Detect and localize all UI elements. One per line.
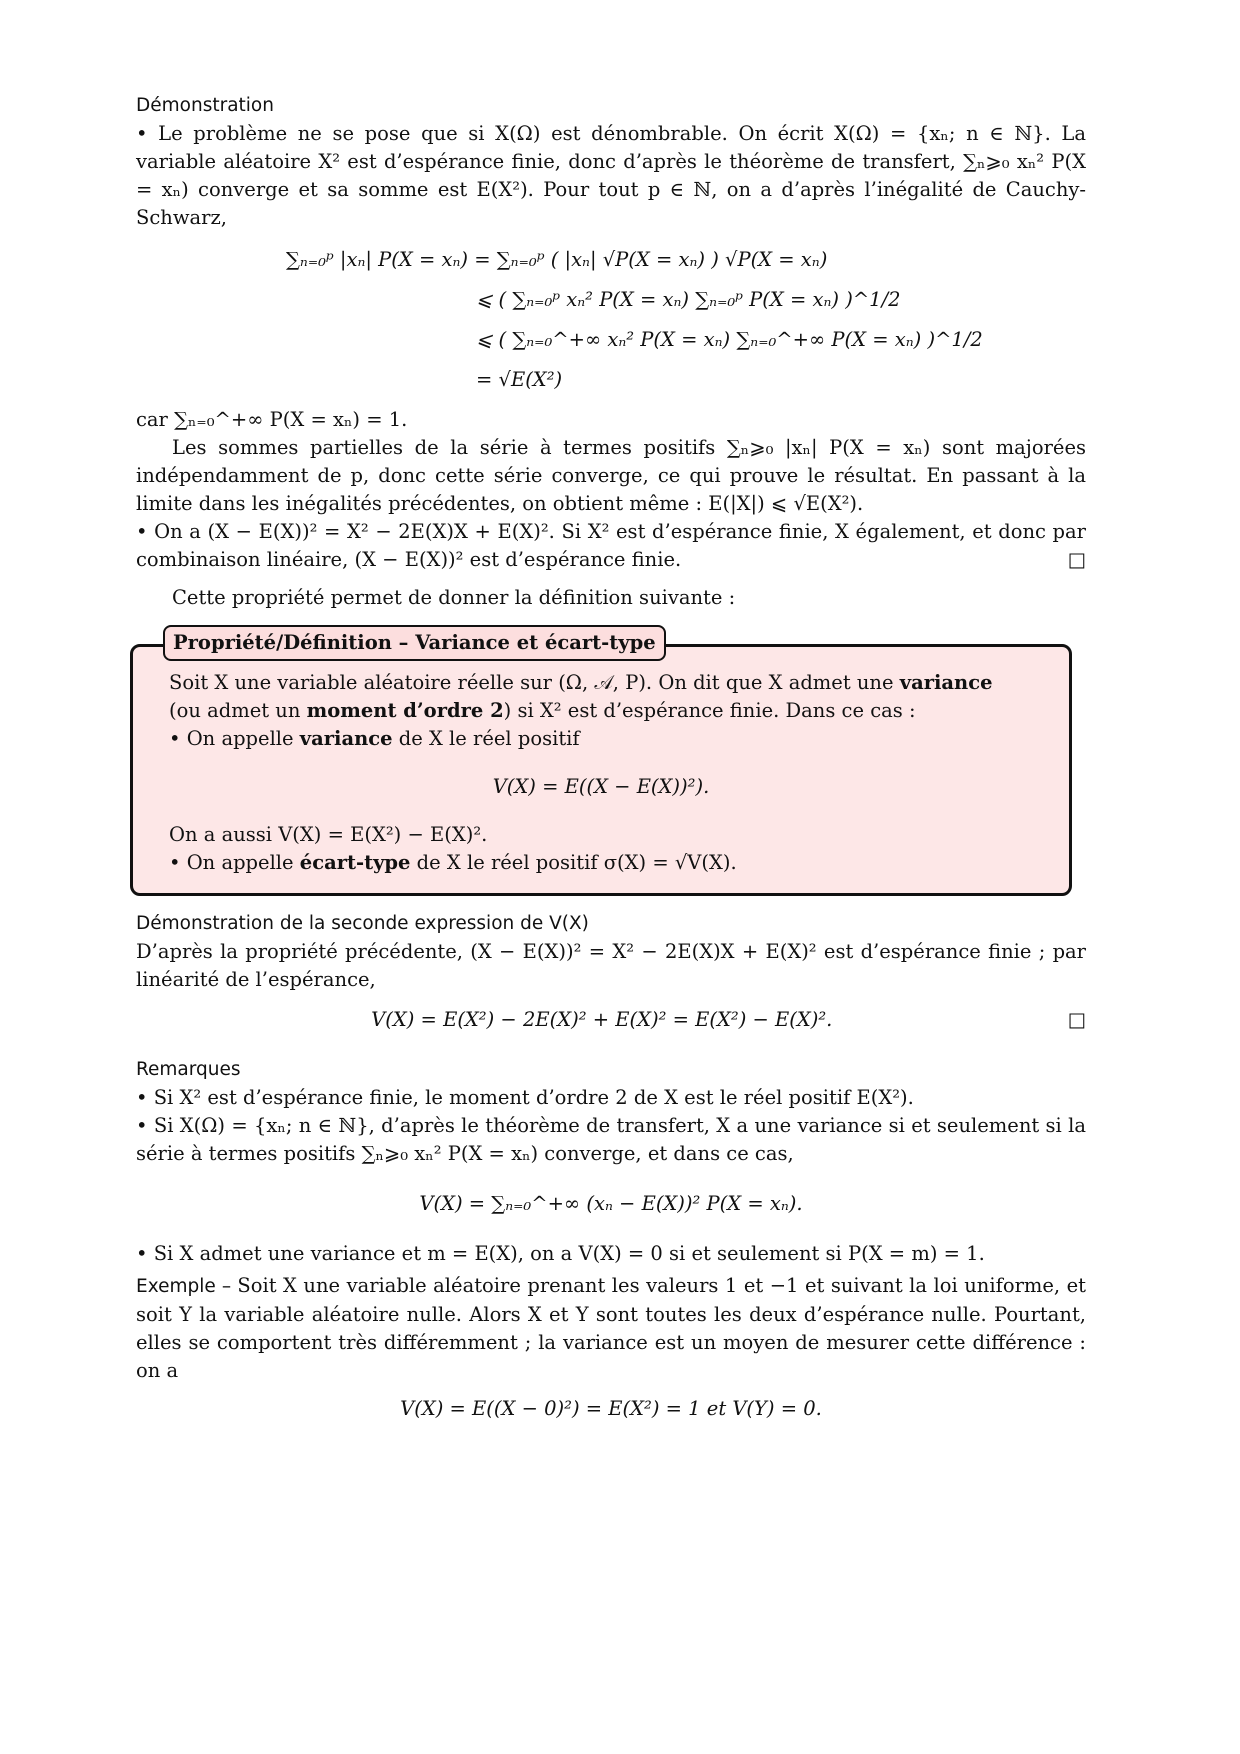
example-paragraph: Exemple – Soit X une variable aléatoire prenant les valeurs 1 et −1 et suivant la loi uniforme, et soit Y la variable aléatoire nulle. Alors X et Y sont toutes les deux d’espérance nulle. Pourtant, elles se comportent très différemment ; la variance est un moyen de mesurer cette différence : on a [136, 1274, 1086, 1382]
example-label: Exemple – [136, 1276, 238, 1297]
intro-paragraph: Cette propriété permet de donner la définition suivante : [172, 586, 736, 609]
proof-text: • On a (X − E(X))² = X² − 2E(X)X + E(X)². Si X² est d’espérance finie, X également, et donc par combinaison linéaire, (X − E(X))² est d’espérance finie. [136, 520, 1086, 571]
definition-line: On a aussi V(X) = E(X²) − E(X)². [169, 823, 488, 846]
proof-heading: Démonstration [136, 95, 274, 116]
definition-line: Soit X une variable aléatoire réelle sur (Ω, 𝒜, P). On dit que X admet une variance [169, 671, 993, 694]
equation-line: ⩽ ( ∑ₙ₌₀ᵖ xₙ² P(X = xₙ) ∑ₙ₌₀ᵖ P(X = xₙ) )^1/2 [476, 288, 901, 311]
page-content [136, 92, 1086, 1433]
transfer-variance-equation: V(X) = ∑ₙ₌₀^+∞ (xₙ − E(X))² P(X = xₙ). [419, 1192, 803, 1215]
definition-title: Propriété/Définition – Variance et écart-type [163, 625, 666, 661]
proof-paragraph: D’après la propriété précédente, (X − E(X))² = X² − 2E(X)X + E(X)² est d’espérance finie ; par linéarité de l’espérance, [136, 940, 1086, 991]
qed-symbol: □ [1067, 1008, 1086, 1031]
proof-paragraph: Les sommes partielles de la série à termes positifs ∑ₙ⩾₀ |xₙ| P(X = xₙ) sont majorées indépendamment de p, donc cette série converge, ce qui prouve le résultat. En passant à la limite dans les inégalités précédentes, on obtient même : E(|X|) ⩽ √E(X²). [136, 436, 1086, 515]
remark-item: • Si X(Ω) = {xₙ; n ∈ ℕ}, d’après le théorème de transfert, X a une variance si et seulement si la série à termes positifs ∑ₙ⩾₀ xₙ² P(X = xₙ) converge, et dans ce cas, [136, 1114, 1086, 1165]
qed-symbol: □ [1067, 548, 1086, 571]
proof-heading: Démonstration de la seconde expression de V(X) [136, 913, 589, 934]
proof-paragraph [136, 518, 1086, 574]
remark-item: • Si X² est d’espérance finie, le moment d’ordre 2 de X est le réel positif E(X²). [136, 1086, 914, 1109]
variance-formula: V(X) = E((X − E(X))²). [492, 775, 710, 798]
remarks-heading: Remarques [136, 1059, 241, 1080]
equation-line: ∑ₙ₌₀ᵖ |xₙ| P(X = xₙ) = ∑ₙ₌₀ᵖ ( |xₙ| √P(X = xₙ) ) √P(X = xₙ) [286, 248, 828, 271]
equation-line: = √E(X²) [476, 368, 563, 391]
definition-line: • On appelle variance de X le réel positif [169, 727, 580, 750]
variance-expansion-equation: V(X) = E(X²) − 2E(X)² + E(X)² = E(X²) − E(X)². □ [136, 1006, 1086, 1034]
definition-line: • On appelle écart-type de X le réel positif σ(X) = √V(X). [169, 851, 737, 874]
definition-line: (ou admet un moment d’ordre 2) si X² est d’espérance finie. Dans ce cas : [169, 699, 916, 722]
definition-box [130, 631, 1072, 896]
proof-paragraph: car ∑ₙ₌₀^+∞ P(X = xₙ) = 1. [136, 408, 408, 431]
cauchy-schwarz-equation [286, 240, 1086, 400]
equation-line: ⩽ ( ∑ₙ₌₀^+∞ xₙ² P(X = xₙ) ∑ₙ₌₀^+∞ P(X = xₙ) )^1/2 [476, 328, 983, 351]
remark-item: • Si X admet une variance et m = E(X), on a V(X) = 0 si et seulement si P(X = m) = 1. [136, 1242, 985, 1265]
example-equation: V(X) = E((X − 0)²) = E(X²) = 1 et V(Y) = 0. [400, 1397, 822, 1420]
proof-paragraph: • Le problème ne se pose que si X(Ω) est dénombrable. On écrit X(Ω) = {xₙ; n ∈ ℕ}. La variable aléatoire X² est d’espérance finie, donc d’après le théorème de transfert, ∑ₙ⩾₀ xₙ² P(X = xₙ) converge et sa somme est E(X²). Pour tout p ∈ ℕ, on a d’après l’inégalité de Cauchy-Schwarz, [136, 122, 1086, 229]
